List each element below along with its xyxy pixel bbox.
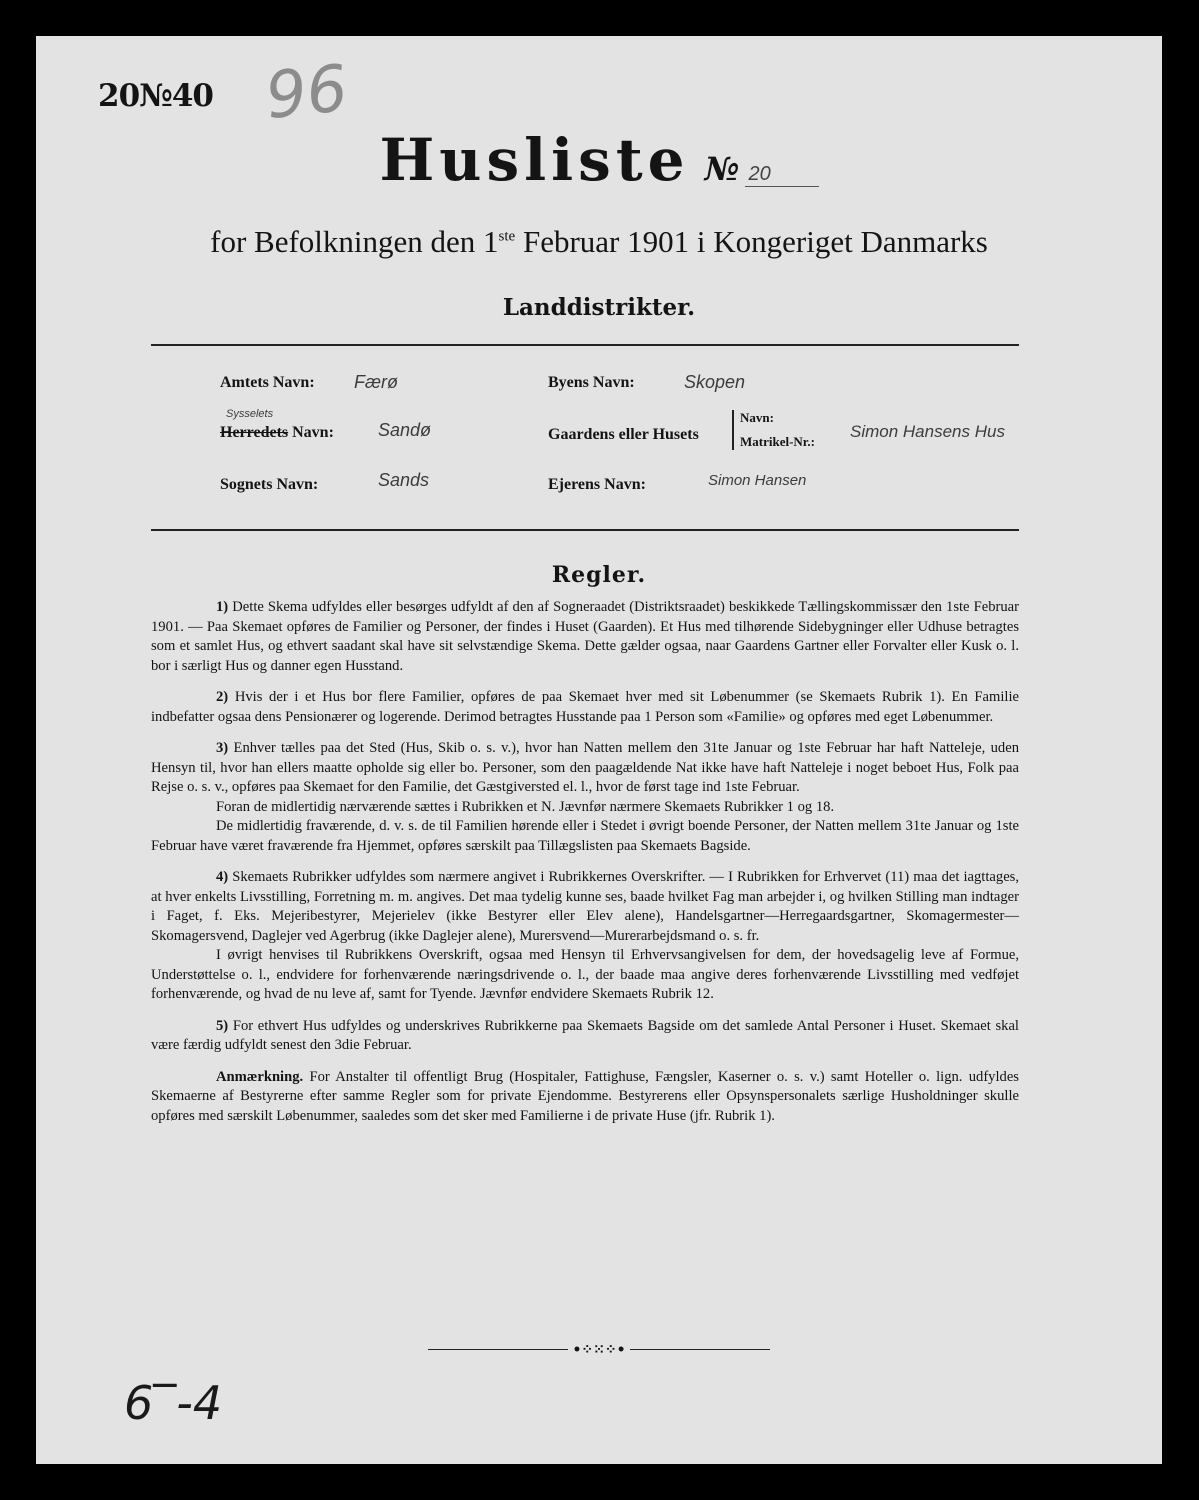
note-text: For Anstalter til offentligt Brug (Hospitaler, Fattighuse, Fængsler, Kaserner o. s. v.) samt Hoteller o. lign. udfyldes Skemaerne af Bestyrerne efter samme Regler som for private Ejendomme. Bestyrerens eller Opsynspersonalets særlige Husholdninger skulle opføres med særskilt Løbenummer, saaledes som det sker med Familierne i de private Huse (jfr. Rubrik 1). <box>151 1068 1019 1124</box>
pencil-number: 96 <box>262 51 352 135</box>
note <box>151 1068 1019 1127</box>
by-label: Byens Navn: <box>548 374 635 391</box>
census-form-page <box>36 36 1162 1464</box>
gaard-label: Gaardens eller Husets <box>548 426 699 443</box>
amt-value: Færø <box>354 372 398 392</box>
subtitle-pre: for Befolkningen den 1 <box>210 224 499 259</box>
rule-3-c: De midlertidig fraværende, d. v. s. de til Familien hørende eller i Stedet i øvrigt boende Personer, der Natten mellem 31te Januar og 1ste Februar have været fraværende fra Hjemmet, opføres særskilt paa Tillægslisten paa Skemaets Bagside. <box>151 818 1019 854</box>
sogn-label: Sognets Navn: <box>220 476 319 493</box>
ejer-value: Simon Hansen <box>708 472 807 489</box>
rules-text <box>151 598 1019 1138</box>
ornament-glyph: •⁘⁙⁘• <box>572 1342 626 1358</box>
herred-struck: Herredets <box>220 424 289 441</box>
subtitle-district: Landdistrikter. <box>502 294 696 321</box>
rule-4-text-a: Skemaets Rubrikker udfyldes som nærmere angivet i Rubrikkernes Overskrifter. — I Rubrikken for Erhvervet (11) maa det iagttages, at hver enkelts Livsstilling, Forretning m. m. angives. Det maa tydelig kunne ses, baade hvilket Fag man arbejder i, og hvilken Stilling man indtager i Faget, f. Eks. Mejeribestyrer, Mejerielev (ikke Bestyrer eller Elev alene), Handelsgartner—Herregaardsgartner, Skomagermester—Skomagersvend, Daglejer ved Agerbrug (ikke Daglejer alene), Murersvend—Murerarbejdsmand o. s. fr. <box>151 869 1019 944</box>
ornament-line-left <box>428 1349 568 1350</box>
rule-4-b: I øvrigt henvises til Rubrikkens Overskrift, ogsaa med Hensyn til Erhvervsangivelsen for dem, der hovedsagelig leve af Formue, Understøttelse o. l., endvidere for forhenværende næringsdrivende o. l., der baade maa angive deres forhenværende Livsstilling med vedføjet forhenværende, og hvad de nu leve af, samt for Tyende. Jævnfør endvidere Skemaets Rubrik 12. <box>151 947 1019 1002</box>
rule-1 <box>151 598 1019 676</box>
gaard-brace <box>732 410 734 450</box>
subtitle <box>36 224 1162 260</box>
ornament-line-right <box>630 1349 770 1350</box>
rule-1-text: Dette Skema udfyldes eller besørges udfyldt af den af Sogneraadet (Distriktsraadet) beskikkede Tællingskommissær den 1ste Februar 1901. — Paa Skemaet opføres de Familier og Personer, der findes i Huset (Gaarden). Et Hus med tilhørende Sidebygninger eller Udhuse betragtes som et samlet Hus, og ethvert saadant skal have sit selvstændige Skema. Dette gælder ogsaa, naar Gaardens Gartner eller Forvalter eller Kusk o. l. bor i særligt Hus og danner egen Husstand. <box>151 599 1019 674</box>
note-label: Anmærkning. <box>216 1068 304 1085</box>
subtitle-post: Februar 1901 i Kongeriget Danmarks <box>515 224 988 259</box>
amt-label: Amtets Navn: <box>220 374 315 391</box>
by-value: Skopen <box>684 372 746 392</box>
rules-title: Regler. <box>551 562 647 588</box>
rule-3-b: Foran de midlertidig nærværende sættes i Rubrikken et N. Jævnfør nærmere Skemaets Rubrikker 1 og 18. <box>216 798 835 815</box>
handwritten-bottom-note: 6‾-4 <box>124 1376 223 1430</box>
page-title: Husliste <box>379 126 690 194</box>
rule-2-text: Hvis der i et Hus bor flere Familier, opføres de paa Skemaet hver med sit Løbenummer (se Skemaets Rubrik 1). En Familie indbefatter ogsaa dens Pensionærer og logerende. Derimod betragtes Husstande paa 1 Person som «Familie» og opføres med eget Løbenummer. <box>151 689 1019 725</box>
herred-label-group <box>220 424 334 442</box>
rule-1-number: 1) <box>216 599 229 615</box>
rule-4 <box>151 868 1019 946</box>
rule-2 <box>151 688 1019 727</box>
ornament-divider <box>36 1342 1162 1358</box>
gaard-matrikel-label: Matrikel-Nr.: <box>740 434 815 449</box>
title-number-sign: № <box>704 150 740 188</box>
title-number-value: 20 <box>745 163 819 187</box>
title-row <box>36 126 1162 194</box>
rule-3 <box>151 739 1019 798</box>
gaard-navn-label: Navn: <box>740 410 774 425</box>
divider-bottom <box>151 529 1019 531</box>
rule-4-number: 4) <box>216 869 229 885</box>
divider-top <box>151 344 1019 346</box>
rule-5-number: 5) <box>216 1017 229 1034</box>
herred-insert: Sysselets <box>226 408 274 420</box>
subtitle-sup: ste <box>498 228 516 245</box>
rule-5 <box>151 1017 1019 1056</box>
ejer-label: Ejerens Navn: <box>548 476 646 493</box>
rule-3-text-a: Enhver tælles paa det Sted (Hus, Skib o. s. v.), hvor han Natten mellem den 31te Januar og 1ste Februar har haft Natteleje, uden Hensyn til, hvor han ellers maatte opholde sig eller bo. Personer, som den paagældende Nat ikke have haft Natteleje i noget beboet Hus, Folk paa Rejse o. s. v., opføres paa Skemaet for den Familie, det Gæstgiversted el. l., hvor de først tage ind 1ste Februar. <box>151 740 1019 795</box>
rule-5-text: For ethvert Hus udfyldes og underskrives Rubrikkerne paa Skemaets Bagside om det samlede Antal Personer i Huset. Skemaet skal være færdig udfyldt senest den 3die Februar. <box>151 1017 1019 1053</box>
gaard-value: Simon Hansens Hus <box>850 422 1005 441</box>
herred-label: Navn: <box>288 424 334 441</box>
archive-stamp: 20№40 <box>98 78 213 114</box>
herred-value: Sandø <box>378 420 432 440</box>
rule-2-number: 2) <box>216 689 229 705</box>
rule-3-number: 3) <box>216 740 229 756</box>
sogn-value: Sands <box>378 470 430 490</box>
